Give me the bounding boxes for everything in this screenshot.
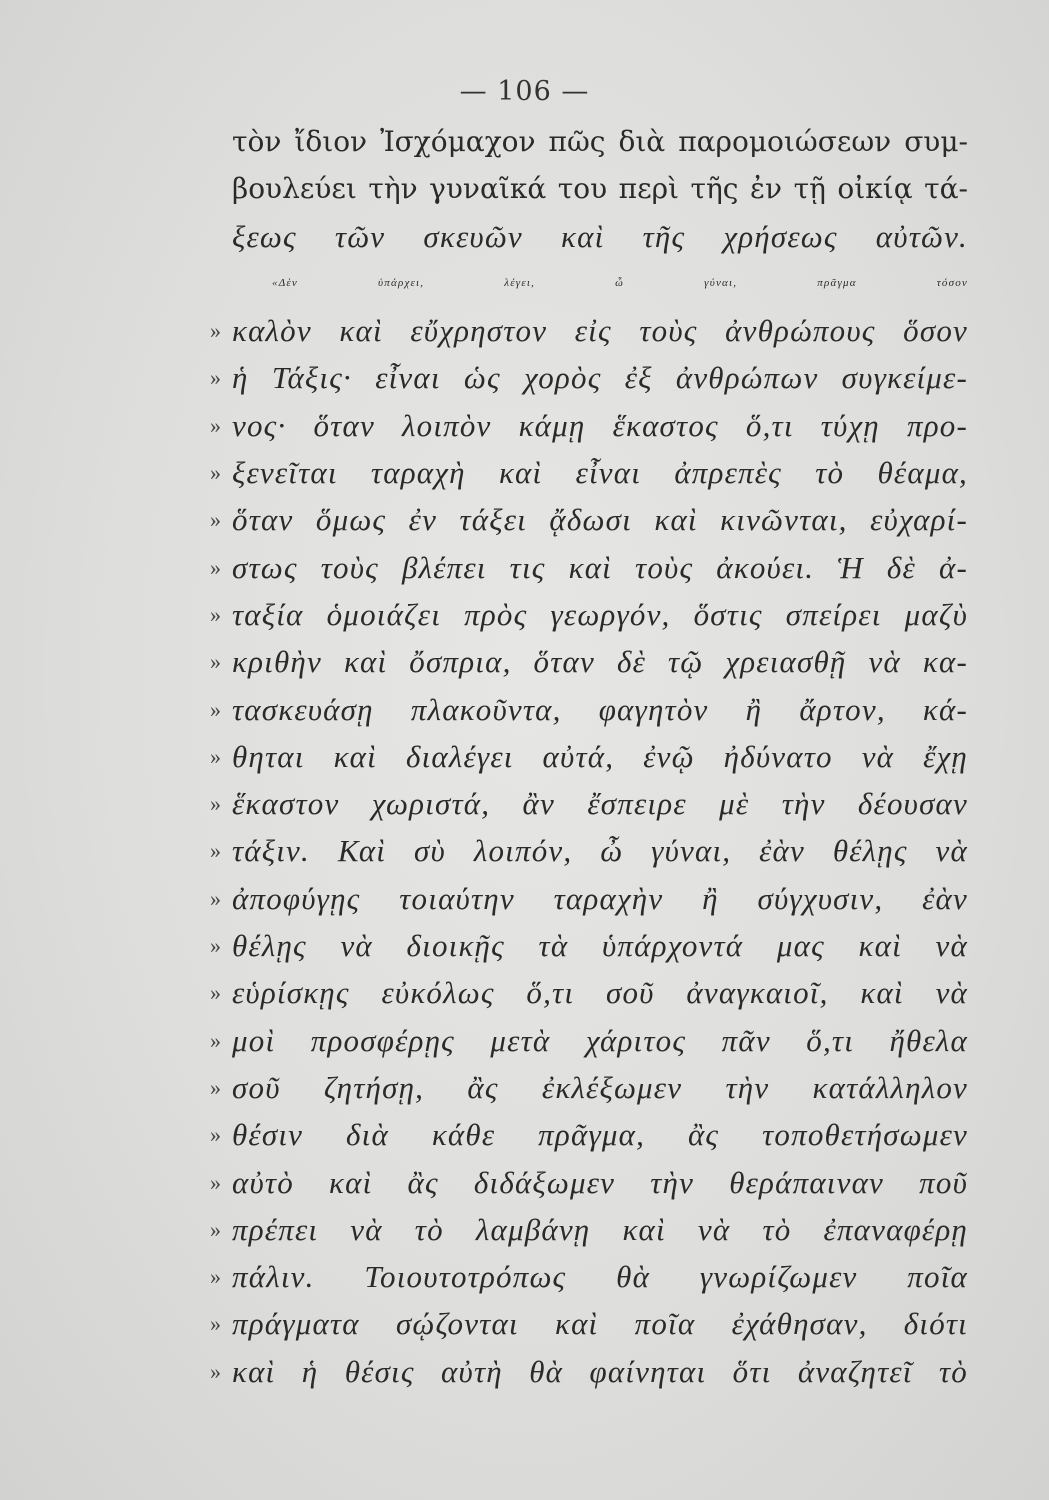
line-text: ἡ Τάξις· εἶναι ὡς χορὸς ἐξ ἀνθρώπων συγκείμε- xyxy=(232,360,968,396)
text-line xyxy=(210,1348,968,1395)
text-line xyxy=(210,402,968,449)
text-line xyxy=(210,969,968,1016)
text-line xyxy=(210,875,968,922)
quote-mark: » xyxy=(210,318,223,344)
text-line xyxy=(210,1159,968,1206)
quote-mark: » xyxy=(210,1264,223,1290)
line-text: τάξιν. Καὶ σὺ λοιπόν, ὦ γύναι, ἐὰν θέλῃς νὰ xyxy=(232,833,968,869)
quote-mark: » xyxy=(210,791,223,817)
line-text: θέλῃς νὰ διοικῇς τὰ ὑπάρχοντά μας καὶ νὰ xyxy=(232,928,968,964)
quote-mark: » xyxy=(210,933,223,959)
quote-mark: » xyxy=(210,1027,223,1053)
line-text: εὑρίσκῃς εὐκόλως ὅ,τι σοῦ ἀναγκαιοῖ, καὶ νὰ xyxy=(232,975,968,1011)
quote-mark: » xyxy=(210,507,223,533)
quote-mark: » xyxy=(210,1122,223,1148)
quote-mark: » xyxy=(210,601,223,627)
line-text: νος· ὅταν λοιπὸν κάμῃ ἕκαστος ὅ,τι τύχῃ προ- xyxy=(232,407,968,443)
line-text: στως τοὺς βλέπει τις καὶ τοὺς ἀκούει. Ἡ δὲ ἀ- xyxy=(232,549,968,585)
quote-mark: » xyxy=(210,1216,223,1242)
quote-mark: » xyxy=(210,1074,223,1100)
text-line xyxy=(210,354,968,401)
quote-mark: » xyxy=(210,980,223,1006)
text-line xyxy=(210,307,968,354)
quote-mark: » xyxy=(210,1169,223,1195)
line-text: μοὶ προσφέρῃς μετὰ χάριτος πᾶν ὅ,τι ἤθελα xyxy=(232,1022,968,1058)
text-line xyxy=(210,1300,968,1347)
body-text xyxy=(210,118,968,1395)
text-line xyxy=(210,827,968,874)
line-text: τὸν ἴδιον Ἰσχόμαχον πῶς διὰ παρομοιώσεων συμ- xyxy=(232,125,968,158)
line-text: πάλιν. Τοιουτοτρόπως θὰ γνωρίζωμεν ποῖα xyxy=(232,1259,968,1295)
text-line xyxy=(232,118,968,165)
line-text: σοῦ ζητήσῃ, ἂς ἐκλέξωμεν τὴν κατάλληλον xyxy=(232,1069,968,1105)
text-line xyxy=(210,1206,968,1253)
quote-mark: » xyxy=(210,365,223,391)
line-text: θηται καὶ διαλέγει αὐτά, ἐνῷ ἠδύνατο νὰ ἔχῃ xyxy=(232,738,968,774)
line-text: ὅταν ὅμως ἐν τάξει ᾄδωσι καὶ κινῶνται, εὐχαρί- xyxy=(232,502,968,538)
line-text: θέσιν διὰ κάθε πρᾶγμα, ἂς τοποθετήσωμεν xyxy=(232,1117,968,1153)
text-line xyxy=(232,213,968,260)
text-line xyxy=(210,496,968,543)
text-line xyxy=(210,1017,968,1064)
quote-mark: » xyxy=(210,649,223,675)
page-number: — 106 — xyxy=(459,76,590,107)
quote-mark: » xyxy=(210,412,223,438)
line-text: καλὸν καὶ εὔχρηστον εἰς τοὺς ἀνθρώπους ὅσον xyxy=(232,313,968,349)
text-line xyxy=(210,1064,968,1111)
text-line xyxy=(210,686,968,733)
line-text: ξεως τῶν σκευῶν καὶ τῆς χρήσεως αὐτῶν. xyxy=(232,218,968,254)
line-text: «Δὲν ὑπάρχει, λέγει, ὦ γύναι, πρᾶγμα τόσον xyxy=(272,276,968,289)
line-text: βουλεύει τὴν γυναῖκά του περὶ τῆς ἐν τῇ οἰκίᾳ τά- xyxy=(232,172,968,206)
quote-mark: » xyxy=(210,838,223,864)
line-text: πράγματα σῴζονται καὶ ποῖα ἐχάθησαν, διότι xyxy=(232,1306,968,1342)
quote-mark: » xyxy=(210,696,223,722)
text-line xyxy=(210,591,968,638)
line-text: αὐτὸ καὶ ἂς διδάξωμεν τὴν θεράπαιναν ποῦ xyxy=(232,1164,968,1200)
quote-mark: » xyxy=(210,743,223,769)
quote-mark: » xyxy=(210,1311,223,1337)
line-text: ταξία ὁμοιάζει πρὸς γεωργόν, ὅστις σπείρει μαζὺ xyxy=(232,596,968,632)
text-line xyxy=(210,922,968,969)
quote-mark: » xyxy=(210,460,223,486)
line-text: κριθὴν καὶ ὄσπρια, ὅταν δὲ τῷ χρειασθῇ νὰ κα- xyxy=(232,644,968,680)
text-line xyxy=(210,1111,968,1158)
line-text: τασκευάσῃ πλακοῦντα, φαγητὸν ἢ ἄρτον, κά- xyxy=(232,691,968,727)
text-line xyxy=(210,780,968,827)
text-line xyxy=(232,260,968,307)
line-text: ξενεῖται ταραχὴ καὶ εἶναι ἀπρεπὲς τὸ θέαμα, xyxy=(232,455,968,491)
line-text: ἕκαστον χωριστά, ἂν ἔσπειρε μὲ τὴν δέουσαν xyxy=(232,786,968,822)
line-text: καὶ ἡ θέσις αὐτὴ θὰ φαίνηται ὅτι ἀναζητεῖ τὸ xyxy=(232,1353,968,1389)
line-text: πρέπει νὰ τὸ λαμβάνῃ καὶ νὰ τὸ ἐπαναφέρῃ xyxy=(232,1211,968,1247)
text-line xyxy=(210,733,968,780)
quote-mark: » xyxy=(210,1358,223,1384)
text-line xyxy=(210,544,968,591)
line-text: ἀποφύγῃς τοιαύτην ταραχὴν ἢ σύγχυσιν, ἐὰν xyxy=(232,880,968,916)
text-line xyxy=(210,449,968,496)
quote-mark: » xyxy=(210,554,223,580)
text-line xyxy=(210,1253,968,1300)
quote-mark: » xyxy=(210,885,223,911)
text-line xyxy=(232,165,968,212)
text-line xyxy=(210,638,968,685)
